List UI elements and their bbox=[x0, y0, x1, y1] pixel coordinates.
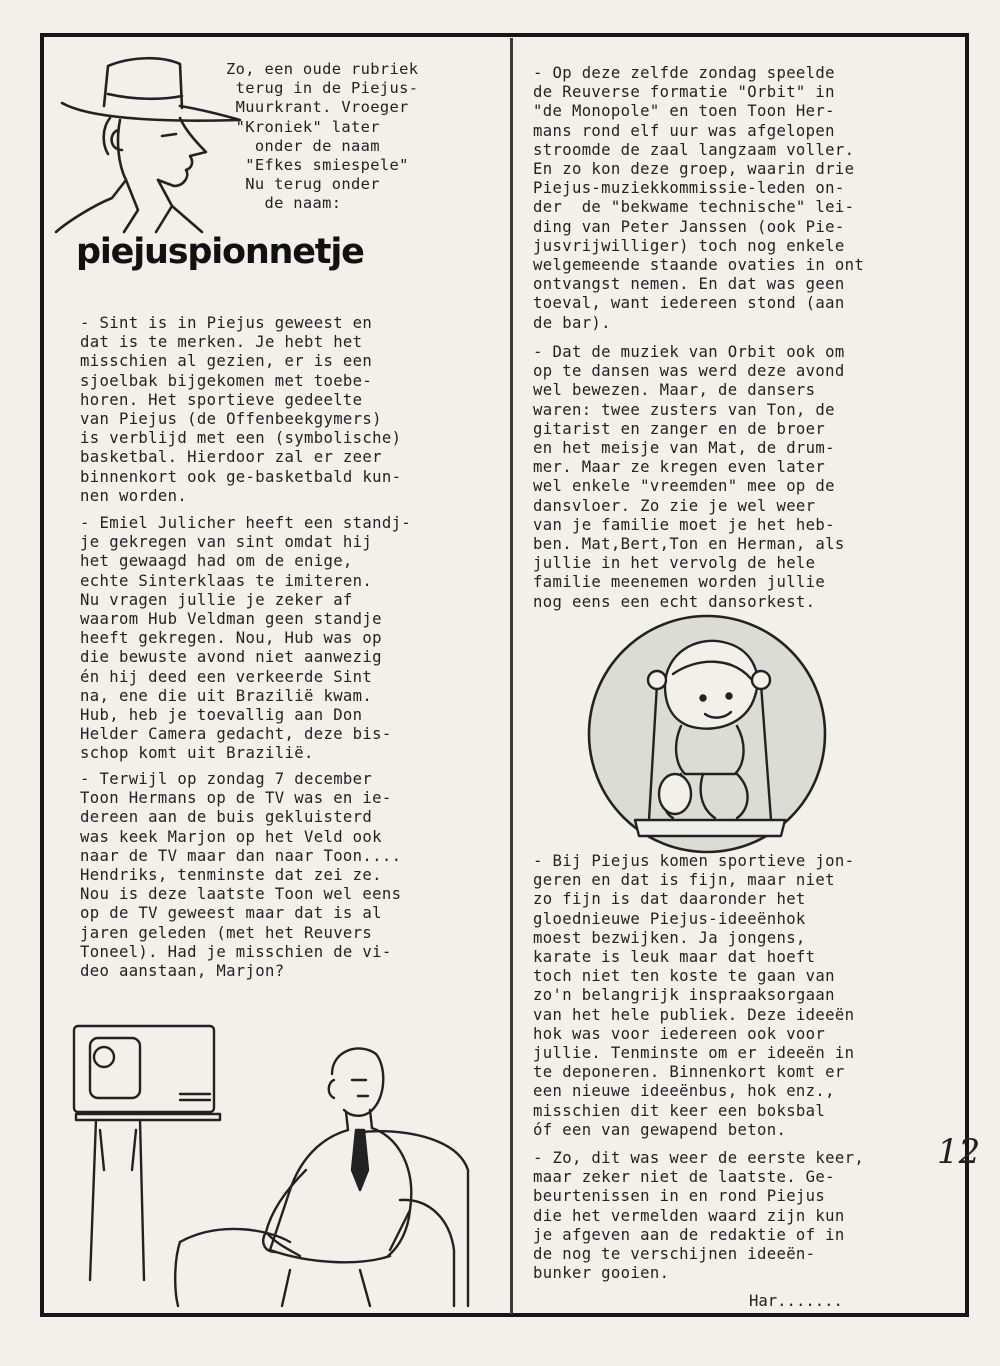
column-title: piejuspionnetje bbox=[76, 232, 364, 272]
news-item: - Sint is in Piejus geweest en dat is te merken. Je hebt het misschien al gezien, er is een sjoelbak bijgekomen met toebe- horen. Het sportieve gedeelte van Piejus (de Offenbeekgymers) is verblijd met een (symbolische) basketbal. Hierdoor zal er zeer binnenkort ook ge-basketbald kun- nen worden. bbox=[80, 314, 402, 505]
author-signature: Har....... bbox=[749, 1292, 843, 1310]
girl-on-swing-drawing bbox=[585, 614, 830, 854]
news-item: - Dat de muziek van Orbit ook om op te dansen was werd deze avond wel bewezen. Maar, de dansers waren: twee zusters van Ton, de gitarist en zanger en de broer en het meisje van Mat, de drum- mer. Maar ze kregen even later wel enkele "vreemden" mee op de dansvloer. Zo zie je wel weer van je familie moet je het heb- ben. Mat,Bert,Ton en Herman, als jullie in het vervolg de hele familie meenemen worden jullie nog eens een echt dansorkest. bbox=[533, 343, 845, 611]
man-watching-tv-drawing bbox=[70, 1020, 480, 1310]
page-number: 12 bbox=[937, 1132, 981, 1172]
news-item: - Zo, dit was weer de eerste keer, maar zeker niet de laatste. Ge- beurtenissen in en rond Piejus die het vermelden waard zijn kun je afgeven aan de redaktie of in de nog te verschijnen ideeën- bunker gooien. bbox=[533, 1149, 865, 1283]
news-item: - Op deze zelfde zondag speelde de Reuverse formatie "Orbit" in "de Monopole" en toen Toon Her- mans rond elf uur was afgelopen stroomde de zaal langzaam voller. En zo kon deze groep, waarin drie Piejus-muziekkommissie-leden on- der de "bekwame technische" lei- ding van Peter Janssen (ook Pie- jusvrijwilliger) toch nog enkele welgemeende staande ovaties in ont ontvangst nemen. En dat was geen toeval, want iedereen stond (aan de bar). bbox=[533, 64, 865, 332]
intro-text: Zo, een oude rubriek terug in de Piejus- Muurkrant. Vroeger "Kroniek" later onder de naam "Efkes smiespele" Nu terug onder de naam: bbox=[226, 60, 419, 213]
news-item: - Bij Piejus komen sportieve jon- geren en dat is fijn, maar niet zo fijn is dat daaronder het gloednieuwe Piejus-ideeënhok moest bezwijken. Ja jongens, karate is leuk maar dat hoeft toch niet ten koste te gaan van zo'n belangrijk inspraaksorgaan van het hele publiek. Deze ideeën hok was voor iedereen ook voor jullie. Tenminste om er ideeën in te deponeren. Binnenkort komt er een nieuwe ideeënbus, hok enz., misschien dit keer een boksbal óf een van gewapend beton. bbox=[533, 852, 855, 1139]
man-with-hat-drawing bbox=[52, 48, 242, 233]
column-divider bbox=[510, 38, 513, 1314]
news-item: - Emiel Julicher heeft een standj- je gekregen van sint omdat hij het gewaagd had om de enige, echte Sinterklaas te imiteren. Nu vragen jullie je zeker af waarom Hub Veldman geen standje heeft gekregen. Nou, Hub was op die bewuste avond niet aanwezig én hij deed een verkeerde Sint na, ene die uit Brazilië kwam. Hub, heb je toevallig aan Don Helder Camera gedacht, deze bis- schop komt uit Brazilië. bbox=[80, 514, 412, 763]
news-item: - Terwijl op zondag 7 december Toon Hermans op de TV was en ie- dereen aan de buis gekluisterd was keek Marjon op het Veld ook naar de TV maar dan naar Toon.... Hendriks, tenminste dat zei ze. Nou is deze laatste Toon wel eens op de TV geweest maar dat is al jaren geleden (met het Reuvers Toneel). Had je misschien de vi- deo aanstaan, Marjon? bbox=[80, 770, 402, 981]
